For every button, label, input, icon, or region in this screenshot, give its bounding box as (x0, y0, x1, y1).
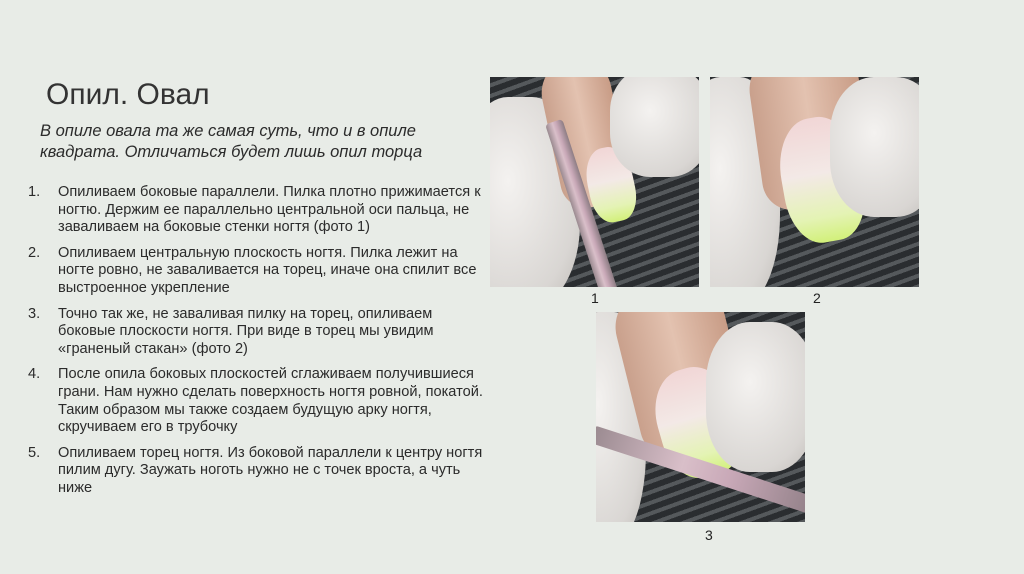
step-text: После опила боковых плоскостей сглаживаем получившиеся грани. Нам нужно сделать поверхность ногтя ровной, покатой. Таким образом мы также создаем будущую арку ногтя, скручиваем его в трубочку (58, 366, 483, 436)
photo-caption: 3 (705, 527, 713, 543)
photo-2 (710, 77, 919, 287)
steps-list (28, 184, 483, 506)
step-number: 2. (28, 244, 41, 261)
list-item (28, 445, 483, 498)
photo-3 (596, 312, 805, 522)
list-item (28, 245, 483, 298)
step-text: Опиливаем центральную плоскость ногтя. Пилка лежит на ногте ровно, не заваливается на торец, иначе она спилит все выстроенное укрепление (58, 244, 477, 296)
list-item (28, 306, 483, 359)
step-text: Опиливаем боковые параллели. Пилка плотно прижимается к ногтю. Держим ее параллельно центральной оси пальца, не заваливаем на боковые стенки ногтя (фото 1) (58, 184, 481, 236)
step-number: 5. (28, 444, 41, 461)
step-number: 4. (28, 366, 41, 383)
intro-text: В опиле овала та же самая суть, что и в опиле квадрата. Отличаться будет лишь опил торца (40, 122, 423, 161)
list-item (28, 366, 483, 436)
photo-caption: 1 (591, 290, 599, 306)
list-item (28, 184, 483, 237)
step-number: 1. (28, 184, 41, 200)
photo-1 (490, 77, 699, 287)
step-text: Точно так же, не заваливая пилку на торец, опиливаем боковые плоскости ногтя. При виде в торец мы увидим «граненый стакан» (фото 2) (58, 305, 434, 357)
step-number: 3. (28, 305, 41, 322)
step-text: Опиливаем торец ногтя. Из боковой параллели к центру ногтя пилим дугу. Заужать ноготь нужно не с точек вроста, а чуть ниже (58, 444, 483, 496)
slide-title: Опил. Овал (46, 78, 210, 112)
photo-caption: 2 (813, 290, 821, 306)
